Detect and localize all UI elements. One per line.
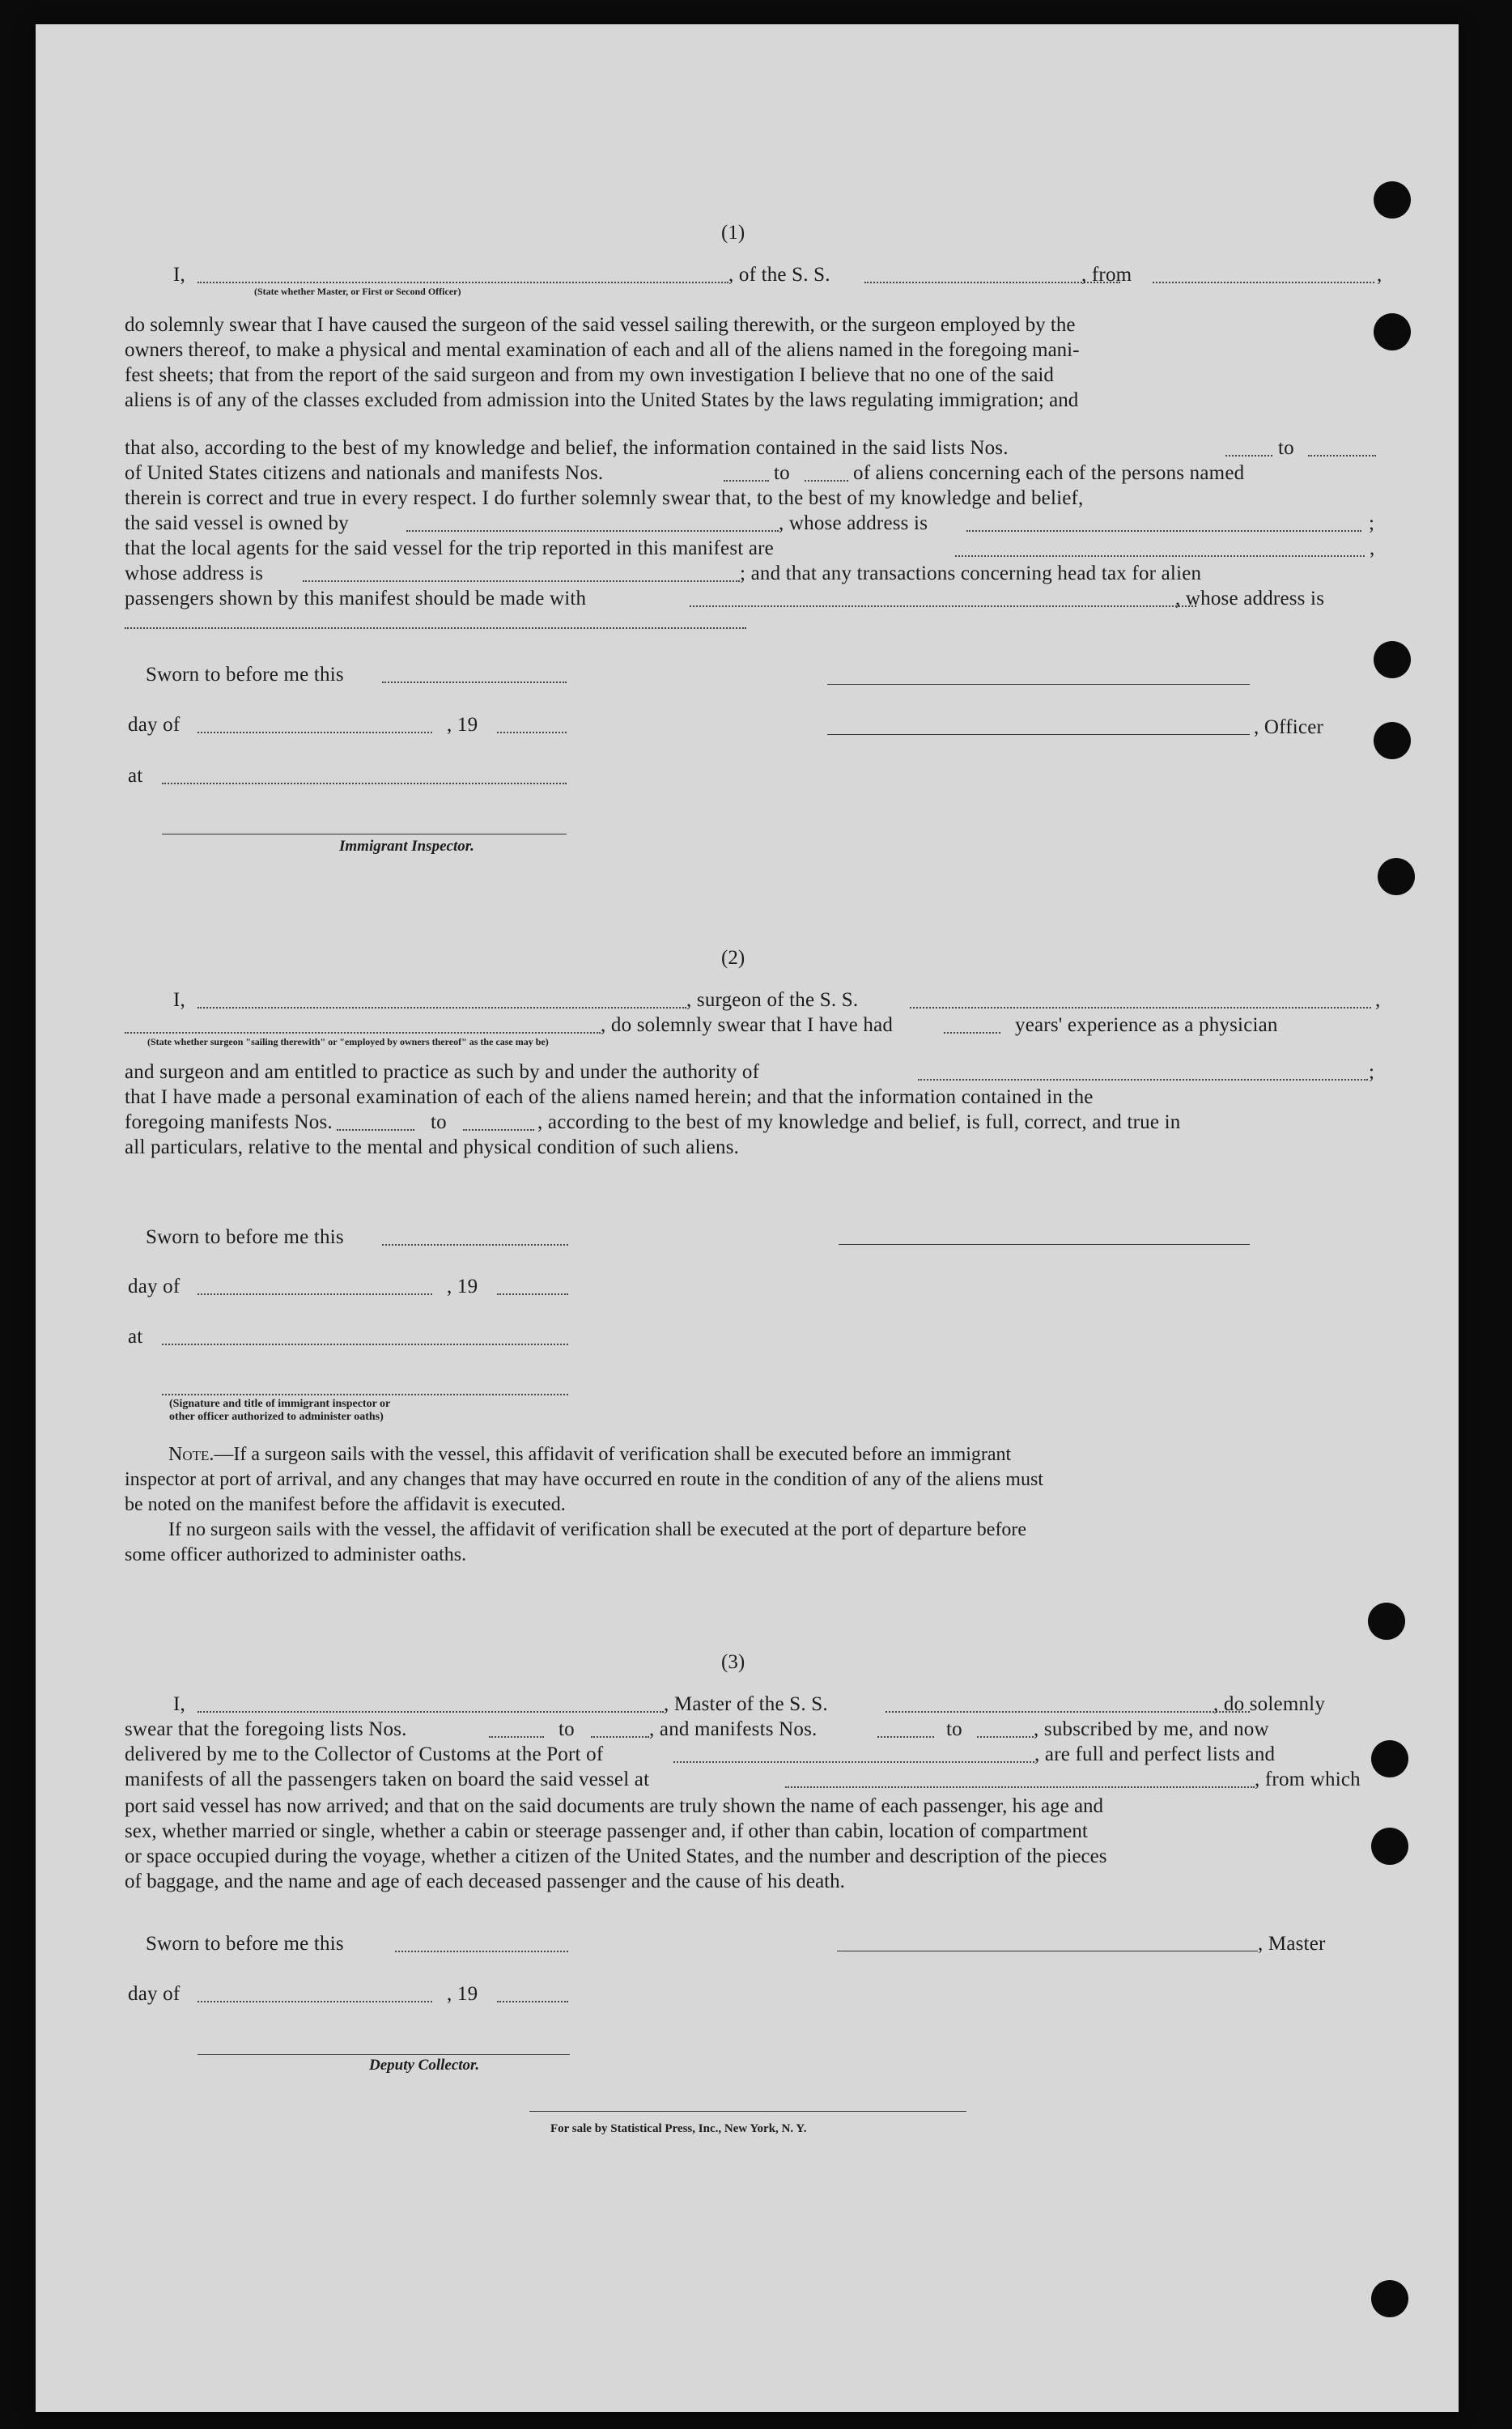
s2-sig-note-2: other officer authorized to administer oaths) [169,1411,384,1423]
s3-manifests-from-field[interactable] [877,1736,934,1738]
s1-from-field[interactable] [1153,282,1374,283]
s2-surgeon-of: , surgeon of the S. S. [686,989,859,1011]
s2-sworn: Sworn to before me this [146,1226,344,1248]
s2-line-4: that I have made a personal examination of each of the aliens named herein; and that the information contained in the [125,1086,1094,1108]
s1-owned-by: the said vessel is owned by [125,512,349,534]
s2-years-field[interactable] [944,1032,1000,1034]
s2-line-5b: , according to the best of my knowledge and belief, is full, correct, and true in [537,1111,1181,1133]
s3-line: or space occupied during the voyage, whether a citizen of the United States, and the number and description of the pieces [125,1845,1107,1867]
s3-swear-lists: swear that the foregoing lists Nos. [125,1718,407,1740]
s1-officer-field[interactable] [197,282,728,283]
s1-line: fest sheets; that from the report of the said surgeon and from my own investigation I believe that no one of the said [125,364,1054,386]
s2-line-6: all particulars, relative to the mental and physical condition of such aliens. [125,1136,740,1158]
punch-hole [1374,722,1411,759]
s3-i: I, [173,1693,185,1715]
s1-whose-address-1: , whose address is [779,512,928,534]
s2-surgeon-name-field[interactable] [197,1007,686,1009]
s3-year-field[interactable] [497,2001,568,2002]
form-page [36,24,1459,2412]
punch-hole [1371,1740,1408,1777]
s1-sworn-field[interactable] [382,682,567,683]
note-label: Note. [168,1444,214,1465]
s3-sworn-field[interactable] [395,1951,568,1952]
s2-at-field[interactable] [162,1344,568,1345]
s3-line: sex, whether married or single, whether a cabin or steerage passenger and, if other than cabin, location of compartment [125,1820,1088,1842]
s1-from: , from [1081,264,1132,286]
s1-officer-label: , Officer [1254,716,1324,738]
s1-i: I, [173,264,185,286]
note-block [125,1442,1378,1568]
s3-to-1: to [559,1718,575,1740]
s2-years: years' experience as a physician [1015,1014,1278,1036]
s1-owner-address-field[interactable] [966,530,1361,532]
section-3-number: (3) [721,1651,745,1673]
s2-surgeon-signature-line[interactable] [839,1244,1250,1245]
s1-line: owners thereof, to make a physical and mental examination of each and all of the aliens named in the foregoing mani- [125,339,1080,361]
s1-agents-address-field[interactable] [303,580,740,582]
s2-authority: and surgeon and am entitled to practice as such by and under the authority of [125,1061,760,1083]
s3-line: port said vessel has now arrived; and that on the said documents are truly shown the name of each passenger, his age and [125,1795,1104,1817]
s2-semicolon: ; [1369,1061,1375,1083]
s3-subscribed: , subscribed by me, and now [1034,1718,1269,1740]
s1-head-tax-address-field[interactable] [125,627,746,629]
s2-inspector-signature-line[interactable] [162,1394,568,1395]
s3-day-field[interactable] [197,2001,432,2002]
s2-to: to [431,1111,447,1133]
s3-sworn: Sworn to before me this [146,1933,344,1955]
s2-sig-note-1: (Signature and title of immigrant inspector or [169,1398,391,1410]
s1-at-field[interactable] [162,783,567,784]
s1-inspector-label: Immigrant Inspector. [339,838,474,855]
s1-line-7: therein is correct and true in every respect. I do further solemnly swear that, to the best of my knowledge and belief, [125,487,1084,509]
punch-hole [1374,641,1411,678]
punch-hole [1371,2280,1408,2317]
s1-to-1: to [1278,437,1294,459]
s1-passengers: passengers shown by this manifest should be made with [125,588,587,609]
s3-departure-field[interactable] [785,1786,1255,1788]
note-line: —If a surgeon sails with the vessel, this affidavit of verification shall be executed before an immigrant [214,1444,1012,1465]
note-line: be noted on the manifest before the affidavit is executed. [125,1494,566,1515]
s3-deputy-label: Deputy Collector. [369,2057,480,2074]
s3-line: of baggage, and the name and age of each deceased passenger and the cause of his death. [125,1871,845,1892]
s1-manifests-from-field[interactable] [724,480,769,482]
s3-master-label: , Master [1258,1933,1326,1955]
s1-whose-address: whose address is [125,563,264,584]
s1-sworn: Sworn to before me this [146,664,344,686]
s1-comma: , [1370,537,1375,559]
s1-line-6: of United States citizens and nationals and manifests Nos. [125,462,604,484]
s1-of-aliens: of aliens concerning each of the persons named [853,462,1245,484]
s3-to-2: to [946,1718,962,1740]
s2-surgeon-type-field[interactable] [125,1032,601,1034]
s3-deputy-signature-line[interactable] [197,2054,570,2055]
s3-lists-from-field[interactable] [489,1736,544,1738]
section-2-number: (2) [721,947,745,969]
s1-whose-address-2: , whose address is [1175,588,1325,609]
s1-manifests-to-field[interactable] [805,480,848,482]
s1-line: do solemnly swear that I have caused the surgeon of the said vessel sailing therewith, or the surgeon employed by the [125,314,1076,336]
s1-owner-field[interactable] [406,530,779,532]
punch-hole [1368,1603,1405,1640]
s3-port-field[interactable] [673,1761,1034,1763]
s3-and-manifests: , and manifests Nos. [649,1718,818,1740]
s3-delivered: delivered by me to the Collector of Customs at the Port of [125,1743,604,1765]
s2-do-solemnly: , do solemnly swear that I have had [601,1014,894,1036]
s1-agents-field[interactable] [955,555,1365,557]
s3-from-which: , from which [1255,1769,1361,1790]
s1-line-5: that also, according to the best of my knowledge and belief, the information contained in the said lists Nos. [125,437,1009,459]
footer-rule [529,2111,966,2112]
s1-state-note: (State whether Master, or First or Second Officer) [254,286,461,297]
s3-master-name-field[interactable] [197,1711,664,1713]
punch-hole [1374,313,1411,350]
s3-full-perfect: , are full and perfect lists and [1034,1743,1276,1765]
s3-manifests-to-field[interactable] [977,1736,1034,1738]
s1-comma-end: , [1377,264,1382,286]
s2-manifests: foregoing manifests Nos. [125,1111,333,1133]
s2-authority-field[interactable] [918,1079,1368,1081]
s3-nineteen: , 19 [447,1983,478,2005]
s1-day-field[interactable] [197,732,432,733]
s1-line: aliens is of any of the classes excluded from admission into the United States by the laws regulating immigration; and [125,389,1079,411]
s1-of-the-ss: , of the S. S. [728,264,830,286]
s2-manifests-to-field[interactable] [463,1129,534,1131]
s3-lists-to-field[interactable] [591,1736,649,1738]
punch-hole [1374,181,1411,219]
s1-to-2: to [774,462,790,484]
s3-day-of: day of [128,1983,181,2005]
s2-sworn-field[interactable] [382,1244,568,1246]
s3-ship-field[interactable] [886,1711,1250,1713]
s1-body [125,312,1376,413]
s2-year-field[interactable] [497,1293,568,1295]
s2-day-field[interactable] [197,1293,432,1295]
section-1-number: (1) [721,222,745,244]
s1-at: at [128,765,143,787]
s1-officer-signature-line[interactable] [827,734,1250,735]
s1-head-tax-field[interactable] [690,605,1196,607]
s2-ship-field[interactable] [910,1007,1371,1009]
s2-i: I, [173,989,185,1011]
s2-nineteen: , 19 [447,1276,478,1297]
s1-semicolon: ; [1369,512,1375,534]
note-line: If no surgeon sails with the vessel, the affidavit of verification shall be executed at the port of departure before [168,1519,1027,1540]
s3-master-of: , Master of the S. S. [664,1693,828,1715]
s1-lists-from-field[interactable] [1225,455,1272,456]
footer-printer: For sale by Statistical Press, Inc., New York, N. Y. [550,2122,807,2135]
s2-comma-end: , [1375,989,1381,1011]
punch-hole [1378,858,1415,895]
note-line: inspector at port of arrival, and any changes that may have occurred en route in the condition of any of the aliens must [125,1469,1043,1490]
s2-at: at [128,1326,143,1348]
s3-do-solemnly: , do solemnly [1213,1693,1326,1715]
s3-body [125,1794,1378,1894]
s1-year-field[interactable] [497,732,567,733]
note-line: some officer authorized to administer oaths. [125,1544,467,1565]
s3-manifests-all: manifests of all the passengers taken on board the said vessel at [125,1769,650,1790]
s1-day-of: day of [128,714,181,736]
s2-day-of: day of [128,1276,181,1297]
s1-lists-to-field[interactable] [1308,455,1376,456]
s1-head-tax: ; and that any transactions concerning head tax for alien [740,563,1202,584]
s1-nineteen: , 19 [447,714,478,736]
s1-officer-line-top[interactable] [827,684,1250,685]
s1-local-agents: that the local agents for the said vessel for the trip reported in this manifest are [125,537,774,559]
s2-manifests-from-field[interactable] [337,1129,414,1131]
s2-state-note: (State whether surgeon "sailing therewith" or "employed by owners thereof" as the case may be) [147,1036,549,1047]
